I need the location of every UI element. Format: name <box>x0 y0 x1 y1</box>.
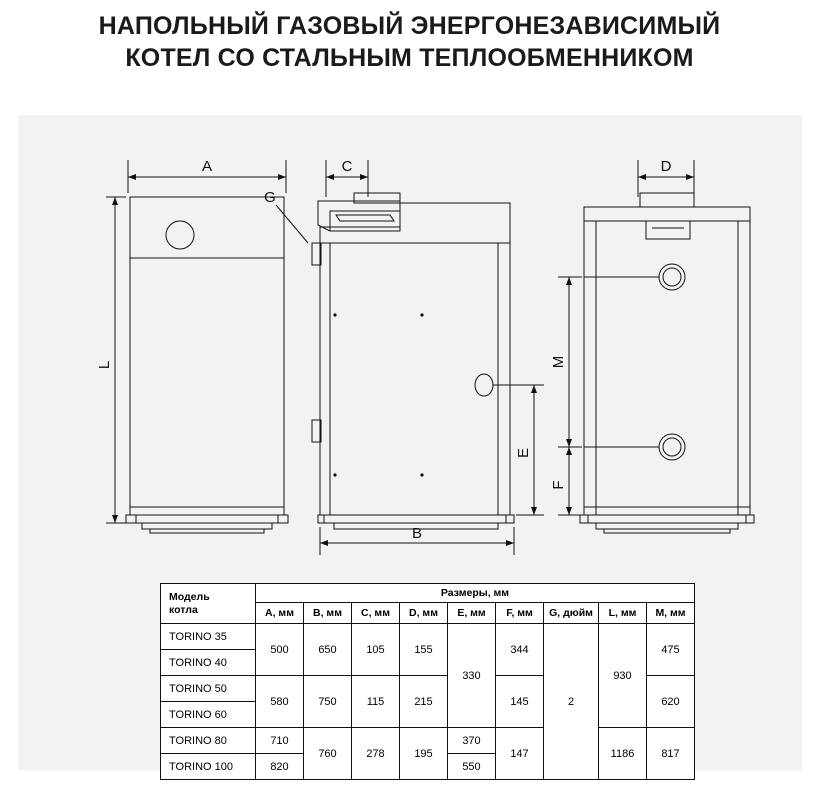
value-c-35-40: 105 <box>352 624 400 676</box>
table-row <box>161 728 695 754</box>
col-header-f: F, мм <box>496 603 544 624</box>
value-d-80-100: 195 <box>400 728 448 780</box>
value-a-50-60: 580 <box>256 676 304 728</box>
value-d-50-60: 215 <box>400 676 448 728</box>
dimension-label-E: E <box>515 447 532 459</box>
model-header-line-1: Модель <box>169 590 210 603</box>
value-e-35-60: 330 <box>448 624 496 728</box>
value-e-80: 370 <box>448 728 496 754</box>
page-title-line-2: КОТЕЛ СО СТАЛЬНЫМ ТЕПЛООБМЕННИКОМ <box>125 44 694 72</box>
value-a-100: 820 <box>256 754 304 780</box>
value-a-35-40: 500 <box>256 624 304 676</box>
value-l-80-100: 1186 <box>599 728 647 780</box>
model-name-torino-60: TORINO 60 <box>161 702 256 728</box>
value-e-100: 550 <box>448 754 496 780</box>
value-c-50-60: 115 <box>352 676 400 728</box>
model-name-torino-50: TORINO 50 <box>161 676 256 702</box>
model-name-torino-100: TORINO 100 <box>161 754 256 780</box>
model-column-header <box>161 584 256 624</box>
value-b-80-100: 760 <box>304 728 352 780</box>
diagram-panel <box>18 115 802 773</box>
value-c-80-100: 278 <box>352 728 400 780</box>
table-row <box>161 624 695 650</box>
value-d-35-40: 155 <box>400 624 448 676</box>
dimension-label-L: L <box>96 360 113 370</box>
dimension-label-A: A <box>201 158 213 175</box>
boiler-technical-drawing <box>18 115 802 575</box>
value-b-35-40: 650 <box>304 624 352 676</box>
model-header-line-2: котла <box>169 603 198 616</box>
col-header-e: E, мм <box>448 603 496 624</box>
dimension-label-F: F <box>550 480 567 490</box>
col-header-a: A, мм <box>256 603 304 624</box>
page-title <box>0 0 819 74</box>
table-header-row-1 <box>161 584 695 603</box>
model-name-torino-40: TORINO 40 <box>161 650 256 676</box>
dimensions-table <box>160 583 695 780</box>
value-m-50-60: 620 <box>647 676 695 728</box>
dimension-label-B: B <box>411 525 423 542</box>
page-title-line-1: НАПОЛЬНЫЙ ГАЗОВЫЙ ЭНЕРГОНЕЗАВИСИМЫЙ <box>98 12 721 40</box>
dimension-label-C: C <box>341 158 353 175</box>
value-g-all: 2 <box>544 624 599 780</box>
col-header-g: G, дюйм <box>544 603 599 624</box>
col-header-c: C, мм <box>352 603 400 624</box>
col-header-l: L, мм <box>599 603 647 624</box>
model-name-torino-80: TORINO 80 <box>161 728 256 754</box>
dimension-label-G: G <box>264 189 276 206</box>
value-m-80-100: 817 <box>647 728 695 780</box>
dimension-label-D: D <box>660 158 672 175</box>
value-f-35-40: 344 <box>496 624 544 676</box>
col-header-m: M, мм <box>647 603 695 624</box>
model-name-torino-35: TORINO 35 <box>161 624 256 650</box>
col-header-d: D, мм <box>400 603 448 624</box>
dimension-label-M: M <box>550 355 567 369</box>
value-a-80: 710 <box>256 728 304 754</box>
dimensions-group-header: Размеры, мм <box>256 584 695 603</box>
col-header-b: B, мм <box>304 603 352 624</box>
value-f-80-100: 147 <box>496 728 544 780</box>
value-b-50-60: 750 <box>304 676 352 728</box>
value-l-35-60: 930 <box>599 624 647 728</box>
value-f-50-60: 145 <box>496 676 544 728</box>
value-m-35-40: 475 <box>647 624 695 676</box>
